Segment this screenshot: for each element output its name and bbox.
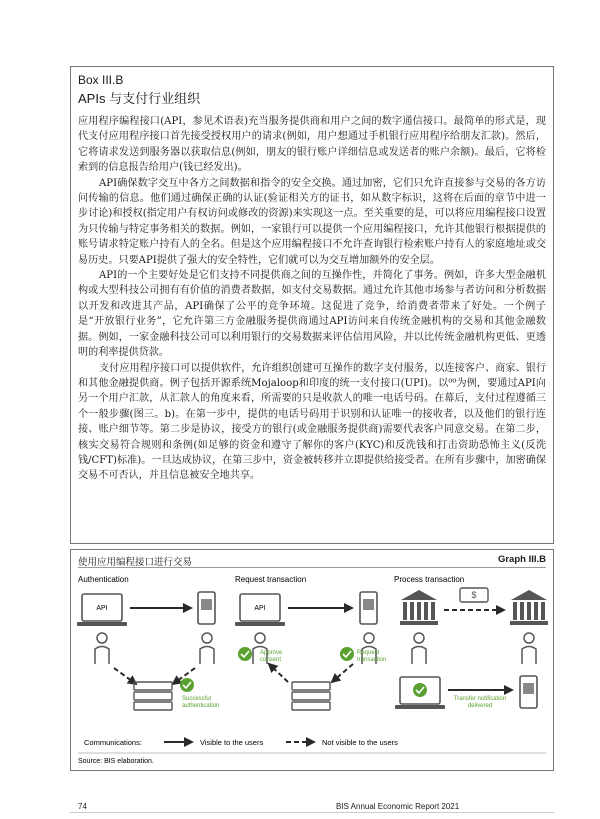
box-label: Box III.B	[78, 73, 124, 87]
person-icon	[200, 633, 214, 664]
step-transfer-notification: Transfer notification delivered	[453, 696, 507, 709]
person-icon	[522, 633, 536, 664]
legend-not-visible: Not visible to the users	[322, 738, 398, 747]
step-request-transaction: Request transaction	[357, 650, 387, 663]
page-number: 74	[78, 802, 87, 811]
server-icon	[292, 682, 330, 710]
api-label: API	[96, 605, 108, 612]
phone-icon	[360, 592, 377, 624]
paragraph-3: API的一个主要好处是它们支持不同提供商之间的互操作性，并简化了事务。例如，许多大型金融机构或大型科技公司拥有有价值的消费者数据，如支付交易数据。通过允许其他市场参与者访问和分析数据以开发和改进其产品，API确保了公平的竞争环境。这促进了竞争，给消费者带来了好处。一个例子是“开放银行业务”，它允许第三方金融服务提供商通过API访问来自传统金融机构的交易和其他金融数据。例如，一家金融科技公司可以利用银行的交易数据来评估信用风险，并以比传统金融机构更低、更透明的利率提供贷款。	[78, 270, 546, 359]
graph-divider	[78, 567, 546, 568]
bank-icon	[400, 590, 438, 625]
laptop-icon	[395, 677, 445, 709]
phone-icon	[520, 676, 537, 708]
check-icon	[238, 647, 252, 661]
legend-visible: Visible to the users	[200, 738, 264, 747]
panel-title-request: Request transaction	[235, 575, 307, 584]
arrow-hidden	[114, 668, 136, 684]
server-icon	[134, 682, 172, 710]
paragraph-1: 应用程序编程接口(API，参见术语表)充当服务提供商和用户之间的数字通信接口。最简单的形式是，现代支付应用程序接口首先接受授权用户的请求(例如，用户想通过手机银行应用程序给朋友汇款)。然后，它将请求发送到服务器以获取信息(例如，朋友的银行账户详细信息或发送者的账户余额)。最后，它将检索到的信息报告给用户(钱已经发出)。	[78, 116, 546, 174]
person-icon	[95, 633, 109, 664]
api-label: API	[254, 605, 266, 612]
api-transaction-diagram	[74, 572, 550, 768]
panel-title-authentication: Authentication	[78, 575, 129, 584]
arrow-hidden	[269, 664, 288, 682]
box-body	[78, 114, 546, 484]
paragraph-4: 支付应用程序接口可以提供软件，允许组织创建可互操作的数字支付服务，以连接客户、商家、银行和其他金融提供商。例子包括开源系统Mojaloop和印度的统一支付接口(UPI)。以⁰⁰为例，要通过API向另一个用户汇款，从汇款人的角度来看，所需要的只是收款人的唯一电话号码。在幕后，支付过程遵循三个一般步骤(图三。b)。在第一步中，提供的电话号码用于识别和认证唯一的接收者，以及他们的银行连接、账户细节等。第二步是协议，接受方的银行(或金融服务提供商)需要代表客户同意交易。在第二步，核实交易符合规则和条例(如足够的资金和遵守了解你的客户(KYC)和反洗钱和打击资助恐怖主义(反洗钱/CFT)标准)。一旦达成协议，在第三步中，资金被转移并立即提供给接受者。在所有步骤中，加密确保交易不可否认，并且信息被安全地共享。	[78, 362, 546, 482]
footer-rule	[70, 812, 554, 813]
paragraph-2: API确保数字交互中各方之间数据和指令的安全交换。通过加密，它们只允许直接参与交易的各方访问传输的信息。他们通过确保正确的认证(验证相关方的证书，如从数字标识，这将在后面的章节中进一步讨论)和授权(指定用户有权访问或修改的资源)来实现这一点。至关重要的是，可以将应用编程接口设置为只传输与特定事务相关的数据。例如，一家银行可以提供一个应用编程接口，允许其他银行根据提供的账号请求特定账户持有人的全名。但是这个应用编程接口不允许查询银行检索账户持有人的家庭地址或交易历史。只要API提供了强大的安全特性，它们就可以为交互增加额外的安全层。	[78, 177, 546, 266]
step-successful-auth: Successful authentication	[182, 696, 220, 709]
box-title: APIs 与支付行业组织	[78, 91, 201, 106]
person-icon	[412, 633, 426, 664]
graph-title: 使用应用编程接口进行交易	[78, 557, 193, 568]
report-name: BIS Annual Economic Report 2021	[336, 802, 460, 811]
arrow-hidden	[332, 664, 353, 682]
money-icon	[460, 588, 488, 602]
check-icon	[180, 678, 194, 692]
check-icon	[340, 647, 354, 661]
step-approve-consent: Approve consent	[260, 650, 283, 663]
svg-text:$: $	[471, 590, 477, 600]
legend-label: Communications:	[84, 738, 142, 747]
bank-icon	[510, 590, 548, 625]
check-icon	[413, 683, 427, 697]
panel-title-process: Process transaction	[394, 575, 465, 584]
phone-icon	[198, 592, 215, 624]
graph-source: Source: BIS elaboration.	[78, 758, 154, 765]
graph-label: Graph III.B	[497, 554, 546, 565]
